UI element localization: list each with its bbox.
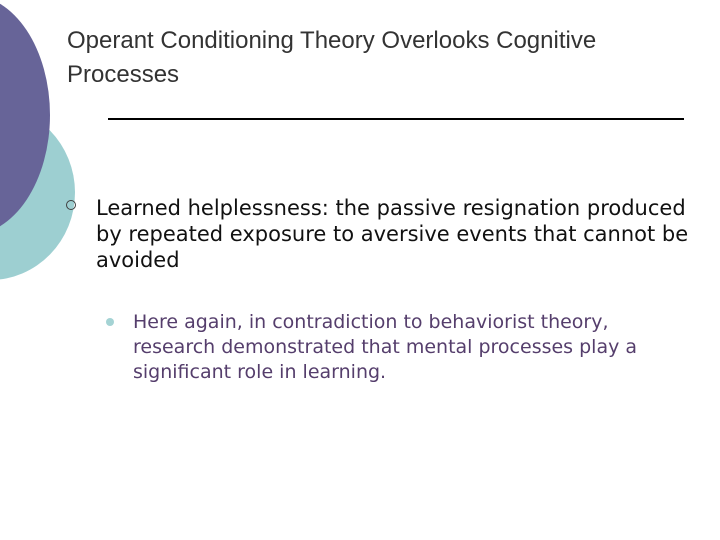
title-divider (108, 118, 684, 120)
hollow-circle-bullet-icon (66, 200, 76, 210)
filled-dot-bullet-icon (106, 318, 114, 326)
subbullet-mental-processes: Here again, in contradiction to behaviorist theory, research demonstrated that mental processes play a significant role in learning. (133, 311, 638, 383)
bullet-learned-helplessness: Learned helplessness: the passive resignation produced by repeated exposure to aversive events that cannot be avoided (96, 196, 689, 272)
slide-title: Operant Conditioning Theory Overlooks Cognitive Processes (67, 27, 597, 88)
